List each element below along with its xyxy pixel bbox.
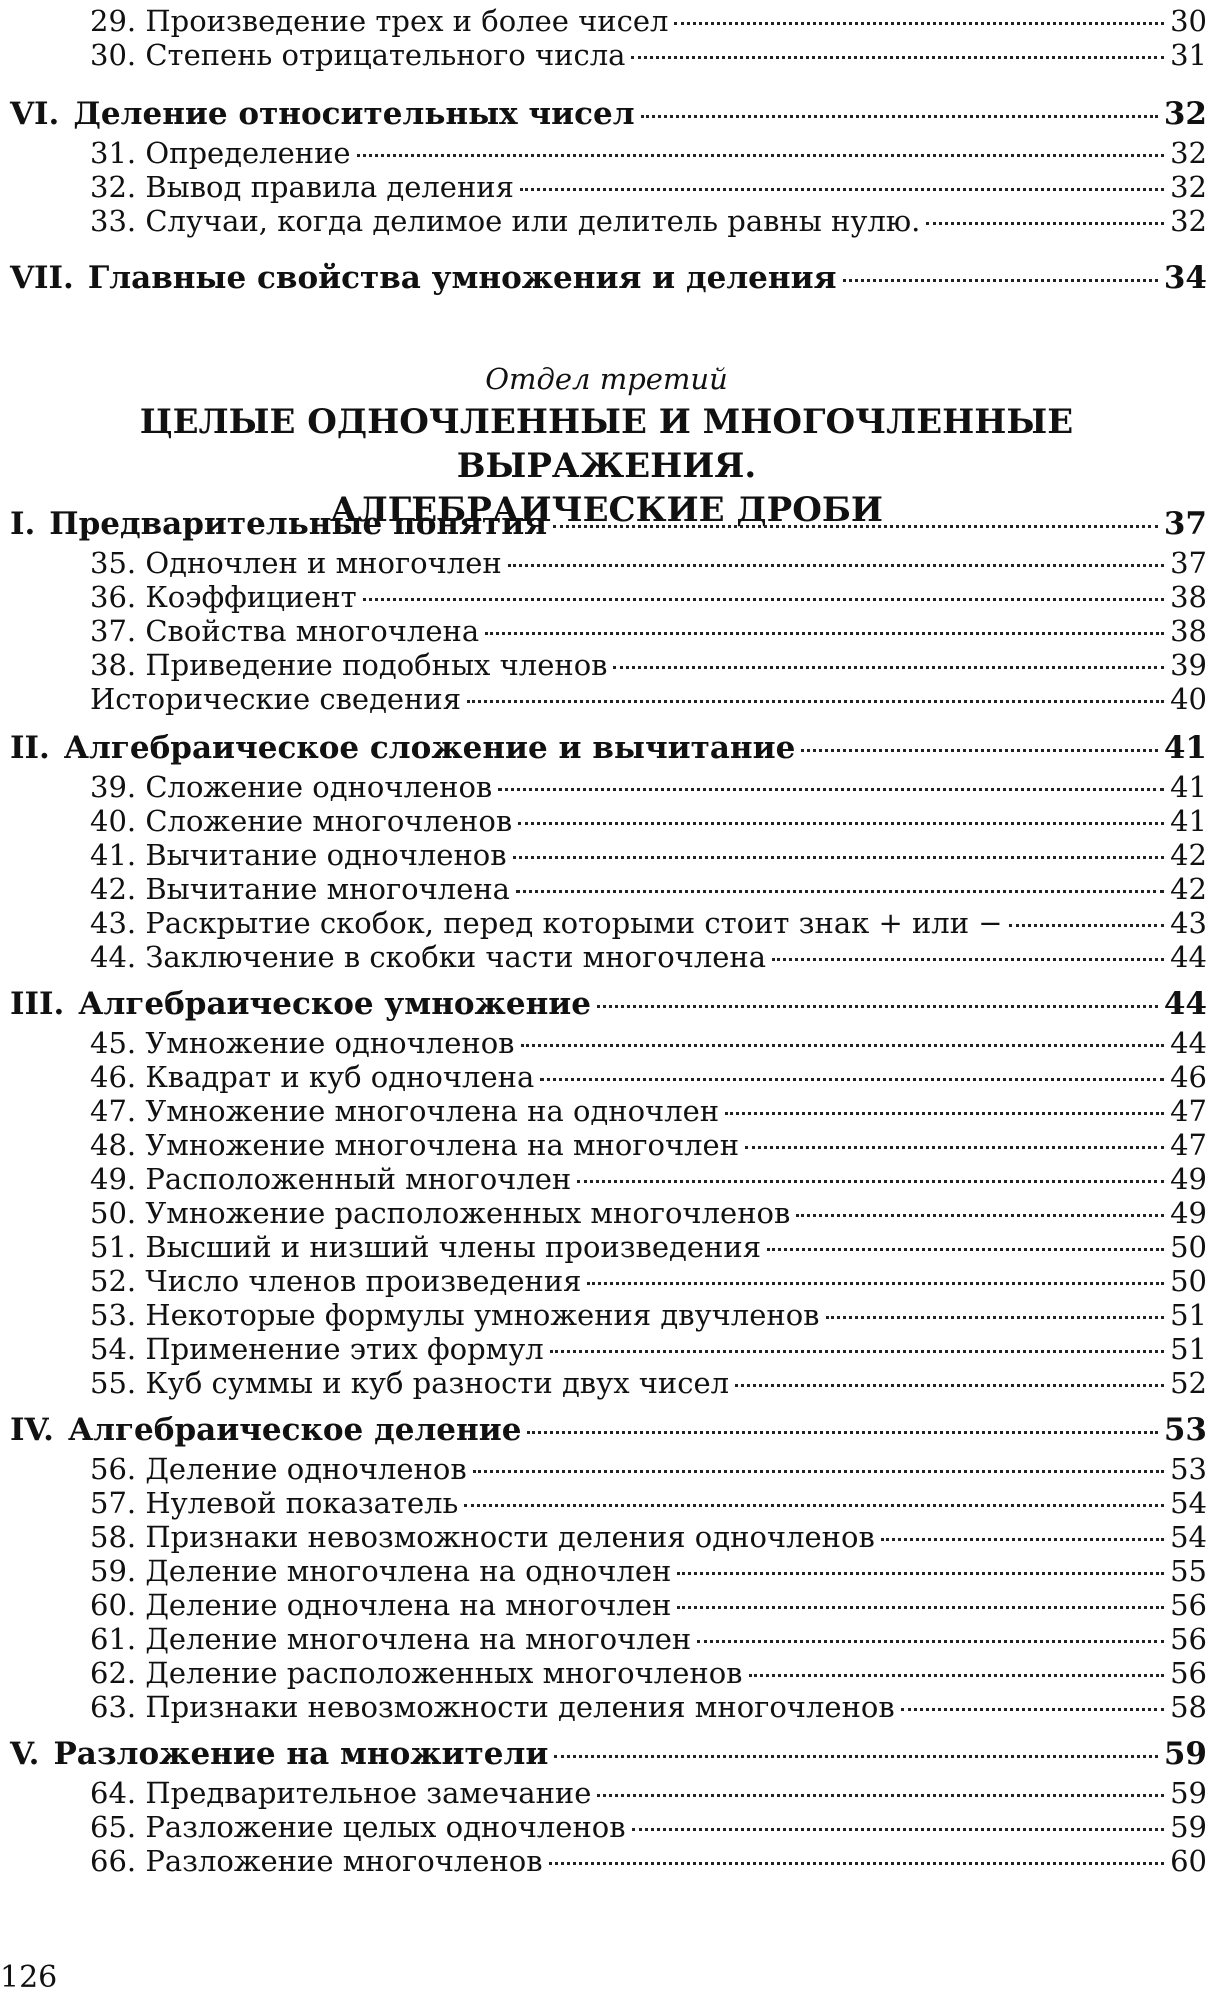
leader-dots <box>881 1538 1164 1541</box>
leader-dots <box>674 22 1164 25</box>
toc-item-title: 49. Расположенный многочлен <box>90 1162 572 1196</box>
leader-dots <box>631 56 1164 59</box>
leader-dots <box>520 188 1164 191</box>
leader-dots <box>843 279 1158 282</box>
leader-dots <box>540 1078 1164 1081</box>
toc-item-title: 42. Вычитание многочлена <box>90 872 510 906</box>
toc-item-page: 32 <box>1170 136 1207 170</box>
leader-dots <box>473 1470 1164 1473</box>
toc-item <box>0 1656 1213 1690</box>
leader-dots <box>357 154 1165 157</box>
toc-item <box>0 1520 1213 1554</box>
toc-item-page: 47 <box>1170 1094 1207 1128</box>
toc-item <box>0 38 1213 72</box>
leader-dots <box>1009 924 1165 927</box>
toc-item <box>0 1844 1213 1878</box>
toc-heading <box>0 258 1213 298</box>
toc-item <box>0 804 1213 838</box>
toc-heading <box>0 504 1213 544</box>
leader-dots <box>516 890 1164 893</box>
toc-item-title: 35. Одночлен и многочлен <box>90 546 502 580</box>
leader-dots <box>772 958 1164 961</box>
toc-item-page: 44 <box>1170 940 1207 974</box>
leader-dots <box>513 856 1165 859</box>
leader-dots <box>796 1214 1164 1217</box>
toc-item-title: 53. Некоторые формулы умножения двучленов <box>90 1298 820 1332</box>
toc-item-page: 46 <box>1170 1060 1207 1094</box>
leader-dots <box>587 1282 1164 1285</box>
toc-item-title: 65. Разложение целых одночленов <box>90 1810 626 1844</box>
toc-item <box>0 1452 1213 1486</box>
toc-item-page: 55 <box>1170 1554 1207 1588</box>
toc-item <box>0 1332 1213 1366</box>
toc-item-page: 42 <box>1170 872 1207 906</box>
toc-heading <box>0 1734 1213 1774</box>
toc-item <box>0 546 1213 580</box>
leader-dots <box>521 1044 1165 1047</box>
toc-item-title: 45. Умножение одночленов <box>90 1026 515 1060</box>
toc-item-page: 59 <box>1170 1776 1207 1810</box>
toc-item-page: 37 <box>1170 546 1207 580</box>
toc-item-title: 61. Деление многочлена на многочлен <box>90 1622 692 1656</box>
toc-item <box>0 1094 1213 1128</box>
leader-dots <box>597 1794 1164 1797</box>
toc-chapters <box>0 504 1213 1878</box>
leader-dots <box>498 788 1164 791</box>
toc-item <box>0 906 1213 940</box>
leader-dots <box>613 666 1164 669</box>
leader-dots <box>632 1828 1165 1831</box>
heading-title: Предварительные понятия <box>49 506 548 542</box>
toc-section-vi <box>0 94 1213 238</box>
toc-item <box>0 1264 1213 1298</box>
department-title-line2: АЛГЕБРАИЧЕСКИЕ ДРОБИ <box>330 490 883 530</box>
leader-dots <box>485 632 1164 635</box>
toc-item <box>0 648 1213 682</box>
toc-heading <box>0 1410 1213 1450</box>
toc-item-page: 38 <box>1170 614 1207 648</box>
toc-item-page: 31 <box>1170 38 1207 72</box>
toc-item-page: 49 <box>1170 1162 1207 1196</box>
toc-section-vii <box>0 258 1213 298</box>
toc-item-page: 43 <box>1170 906 1207 940</box>
leader-dots <box>577 1180 1164 1183</box>
toc-item <box>0 136 1213 170</box>
leader-dots <box>697 1640 1164 1643</box>
toc-item-title: 52. Число членов произведения <box>90 1264 582 1298</box>
toc-item-title: 48. Умножение многочлена на многочлен <box>90 1128 740 1162</box>
heading-page: 53 <box>1163 1412 1207 1448</box>
heading-title: Алгебраическое сложение и вычитание <box>63 730 796 766</box>
toc-item-title: 62. Деление расположенных многочленов <box>90 1656 743 1690</box>
toc-item-title: 57. Нулевой показатель <box>90 1486 459 1520</box>
heading-numeral: I. <box>10 506 36 542</box>
toc-item-page: 56 <box>1170 1588 1207 1622</box>
leader-dots <box>554 1755 1158 1758</box>
toc-item-page: 53 <box>1170 1452 1207 1486</box>
toc-item <box>0 940 1213 974</box>
heading-page: 34 <box>1163 260 1207 296</box>
leader-dots <box>550 1350 1164 1353</box>
toc-item-page: 39 <box>1170 648 1207 682</box>
leader-dots <box>745 1146 1164 1149</box>
toc-item <box>0 1588 1213 1622</box>
toc-item <box>0 204 1213 238</box>
toc-item <box>0 580 1213 614</box>
toc-item-page: 38 <box>1170 580 1207 614</box>
toc-item-page: 54 <box>1170 1520 1207 1554</box>
toc-item-title: 63. Признаки невозможности деления многочленов <box>90 1690 895 1724</box>
toc-item-page: 50 <box>1170 1230 1207 1264</box>
heading-title: Алгебраическое деление <box>67 1412 522 1448</box>
toc-heading <box>0 984 1213 1024</box>
heading-page: 59 <box>1163 1736 1207 1772</box>
heading-numeral: III. <box>10 986 65 1022</box>
leader-dots <box>527 1431 1157 1434</box>
toc-item <box>0 1366 1213 1400</box>
toc-item-title: 39. Сложение одночленов <box>90 770 493 804</box>
heading-page: 32 <box>1163 96 1207 132</box>
toc-item <box>0 1554 1213 1588</box>
department-title-line1: ЦЕЛЫЕ ОДНОЧЛЕННЫЕ И МНОГОЧЛЕННЫЕ ВЫРАЖЕНИЯ. <box>139 402 1074 486</box>
toc-item-title: 60. Деление одночлена на многочлен <box>90 1588 672 1622</box>
heading-numeral: V. <box>10 1736 40 1772</box>
toc-heading <box>0 94 1213 134</box>
leader-dots <box>518 822 1164 825</box>
toc-item-page: 41 <box>1170 804 1207 838</box>
toc-item <box>0 872 1213 906</box>
toc-item-page: 56 <box>1170 1656 1207 1690</box>
toc-item <box>0 1026 1213 1060</box>
heading-page: 41 <box>1163 730 1207 766</box>
toc-item <box>0 1162 1213 1196</box>
toc-item-page: 50 <box>1170 1264 1207 1298</box>
heading-title: Алгебраическое умножение <box>78 986 591 1022</box>
toc-item <box>0 1486 1213 1520</box>
toc-item-page: 60 <box>1170 1844 1207 1878</box>
heading-numeral: VI. <box>10 96 60 132</box>
toc-item-title: 59. Деление многочлена на одночлен <box>90 1554 672 1588</box>
leader-dots <box>901 1708 1164 1711</box>
leader-dots <box>553 525 1158 528</box>
toc-item-page: 59 <box>1170 1810 1207 1844</box>
toc-item-page: 52 <box>1170 1366 1207 1400</box>
toc-item <box>0 1776 1213 1810</box>
toc-item <box>0 1196 1213 1230</box>
toc-item-page: 32 <box>1170 204 1207 238</box>
toc-item-title: 64. Предварительное замечание <box>90 1776 592 1810</box>
leader-dots <box>549 1862 1165 1865</box>
toc-item-title: 47. Умножение многочлена на одночлен <box>90 1094 720 1128</box>
leader-dots <box>464 1504 1164 1507</box>
toc-item-page: 56 <box>1170 1622 1207 1656</box>
leader-dots <box>508 564 1164 567</box>
toc-item-title: 29. Произведение трех и более чисел <box>90 4 669 38</box>
toc-item-title: 31. Определение <box>90 136 351 170</box>
toc-item-page: 32 <box>1170 170 1207 204</box>
toc-item-title: 51. Высший и низший члены произведения <box>90 1230 762 1264</box>
leader-dots <box>749 1674 1165 1677</box>
leader-dots <box>801 749 1158 752</box>
toc-item-title: 41. Вычитание одночленов <box>90 838 507 872</box>
toc-item-title: 56. Деление одночленов <box>90 1452 467 1486</box>
toc-item-title: 43. Раскрытие скобок, перед которыми стоит знак + или − <box>90 906 1003 940</box>
heading-numeral: IV. <box>10 1412 54 1448</box>
toc-item <box>0 614 1213 648</box>
toc-top-block <box>0 4 1213 72</box>
leader-dots <box>677 1606 1164 1609</box>
leader-dots <box>363 598 1164 601</box>
toc-item-title: 58. Признаки невозможности деления одночленов <box>90 1520 875 1554</box>
toc-heading <box>0 728 1213 768</box>
leader-dots <box>926 222 1164 225</box>
toc-item-page: 58 <box>1170 1690 1207 1724</box>
leader-dots <box>641 115 1158 118</box>
toc-item <box>0 682 1213 716</box>
toc-item-page: 51 <box>1170 1332 1207 1366</box>
heading-title: Деление относительных чисел <box>73 96 635 132</box>
toc-item <box>0 170 1213 204</box>
toc-item-title: 44. Заключение в скобки части многочлена <box>90 940 767 974</box>
toc-item <box>0 1128 1213 1162</box>
leader-dots <box>677 1572 1164 1575</box>
toc-item <box>0 1230 1213 1264</box>
heading-numeral: VII. <box>10 260 74 296</box>
toc-item <box>0 1690 1213 1724</box>
toc-item-title: 37. Свойства многочлена <box>90 614 480 648</box>
leader-dots <box>767 1248 1164 1251</box>
toc-item-title: Исторические сведения <box>90 682 462 716</box>
toc-item-title: 32. Вывод правила деления <box>90 170 514 204</box>
toc-item <box>0 1298 1213 1332</box>
toc-item-title: 55. Куб суммы и куб разности двух чисел <box>90 1366 730 1400</box>
toc-item-title: 40. Сложение многочленов <box>90 804 513 838</box>
toc-item-title: 33. Случаи, когда делимое или делитель равны нулю. <box>90 204 921 238</box>
toc-item-page: 54 <box>1170 1486 1207 1520</box>
leader-dots <box>826 1316 1165 1319</box>
toc-item-page: 40 <box>1170 682 1207 716</box>
toc-item-page: 51 <box>1170 1298 1207 1332</box>
heading-title: Главные свойства умножения и деления <box>87 260 837 296</box>
toc-item-title: 46. Квадрат и куб одночлена <box>90 1060 535 1094</box>
department-label: Отдел третий <box>485 362 728 396</box>
toc-item-page: 42 <box>1170 838 1207 872</box>
heading-title: Разложение на множители <box>53 1736 549 1772</box>
toc-item <box>0 1810 1213 1844</box>
toc-item <box>0 838 1213 872</box>
page-number: 126 <box>0 1960 58 1995</box>
toc-item-page: 47 <box>1170 1128 1207 1162</box>
leader-dots <box>725 1112 1164 1115</box>
heading-page: 44 <box>1163 986 1207 1022</box>
heading-numeral: II. <box>10 730 50 766</box>
toc-item-page: 44 <box>1170 1026 1207 1060</box>
toc-item-title: 36. Коэффициент <box>90 580 357 614</box>
toc-item-page: 30 <box>1170 4 1207 38</box>
toc-item <box>0 4 1213 38</box>
toc-item <box>0 1622 1213 1656</box>
toc-item-title: 38. Приведение подобных членов <box>90 648 608 682</box>
leader-dots <box>735 1384 1164 1387</box>
heading-page: 37 <box>1163 506 1207 542</box>
toc-item-title: 50. Умножение расположенных многочленов <box>90 1196 791 1230</box>
toc-item-title: 30. Степень отрицательного числа <box>90 38 626 72</box>
toc-item <box>0 1060 1213 1094</box>
toc-item-page: 49 <box>1170 1196 1207 1230</box>
leader-dots <box>597 1005 1158 1008</box>
leader-dots <box>467 700 1164 703</box>
toc-item-page: 41 <box>1170 770 1207 804</box>
toc-item <box>0 770 1213 804</box>
toc-item-title: 66. Разложение многочленов <box>90 1844 543 1878</box>
toc-item-title: 54. Применение этих формул <box>90 1332 544 1366</box>
